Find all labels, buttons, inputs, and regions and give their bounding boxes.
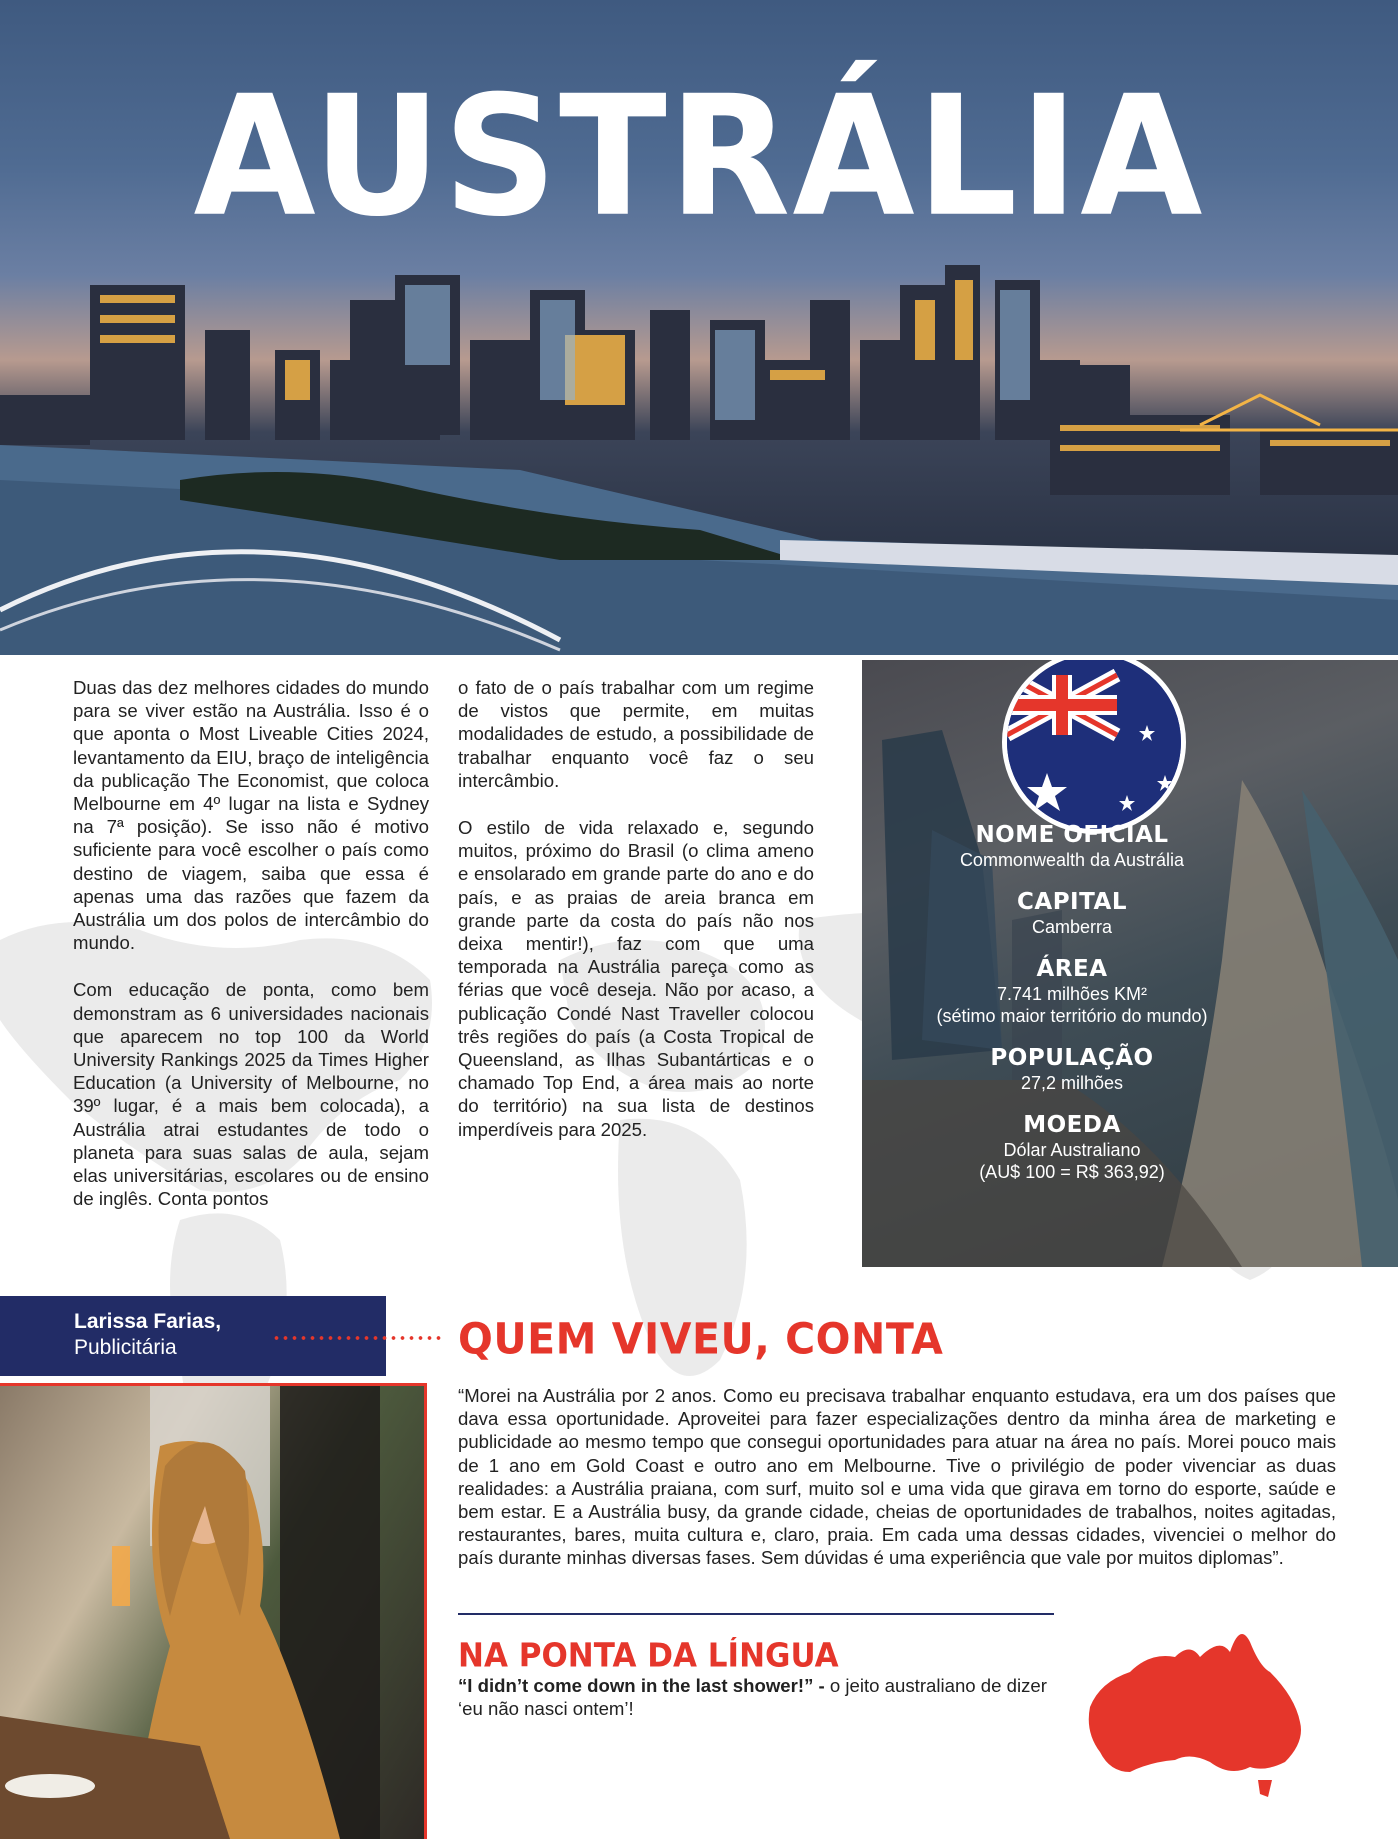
woman-with-drink-photo xyxy=(0,1386,424,1839)
section-divider xyxy=(458,1613,1054,1615)
testimonial-title: QUEM VIVEU, CONTA xyxy=(458,1313,944,1365)
fact-population xyxy=(862,1045,1282,1094)
article-paragraph: O estilo de vida relaxado e, segundo muitos, próximo do Brasil (o clima ameno e ensolarado em grande parte do ano e do país, e as praias de areia branca em grande parte da costa do país não nos deixa mentir!), faz com que uma temporada na Austrália pareça como as férias que você deseja. Não por acaso, a publicação Condé Nast Traveller colocou três regiões do país (a Costa Tropical de Queensland, as Ilhas Subantárticas e o chamado Top End, a área mais ao norte do território) na sua lista de destinos imperdíveis para 2025. xyxy=(458,817,814,1140)
facts-list xyxy=(862,822,1282,1201)
fact-capital xyxy=(862,889,1282,938)
fact-value: Commonwealth da Austrália xyxy=(959,850,1185,870)
tongue-phrase: “I didn’t come down in the last shower!” - xyxy=(458,1675,825,1696)
author-photo xyxy=(0,1383,427,1839)
fact-note: (sétimo maior território do mundo) xyxy=(936,1006,1208,1026)
fact-label: NOME OFICIAL xyxy=(975,822,1169,848)
tongue-meaning: o jeito australiano de dizer ‘eu não nasci ontem’! xyxy=(458,1675,1047,1720)
author-role: Publicitária xyxy=(74,1336,177,1359)
fact-currency xyxy=(862,1112,1282,1183)
fact-area xyxy=(862,956,1282,1027)
fact-official-name xyxy=(862,822,1282,871)
hero-image xyxy=(0,0,1398,655)
tongue-title: NA PONTA DA LÍNGUA xyxy=(458,1637,839,1675)
fact-label: ÁREA xyxy=(1036,956,1108,982)
article-paragraph: o fato de o país trabalhar com um regime de vistos que permite, em muitas modalidades de estudo, a possibilidade de trabalhar enquanto você faz o seu intercâmbio. xyxy=(458,677,814,791)
fact-label: MOEDA xyxy=(1023,1112,1121,1138)
tongue-text xyxy=(458,1674,1058,1720)
fact-value: Dólar Australiano xyxy=(1003,1140,1141,1160)
fact-value: Camberra xyxy=(1031,917,1113,937)
fact-label: POPULAÇÃO xyxy=(990,1045,1154,1071)
australia-map-icon xyxy=(1080,1612,1310,1802)
dotted-connector xyxy=(272,1336,442,1340)
article-column-1 xyxy=(73,676,429,1234)
article-column-2 xyxy=(458,676,814,1165)
fact-label: CAPITAL xyxy=(1017,889,1127,915)
article-paragraph: Duas das dez melhores cidades do mundo para se viver estão na Austrália. Isso é o que aponta o Most Liveable Cities 2024, levantamento da EIU, braço de inteligência da publicação The Economist, que coloca Melbourne em 4º lugar na lista e Sydney na 7ª posição). Se isso não é motivo suficiente para você escolher o país como destino de viagem, saiba que essa é apenas uma das razões que fazem da Austrália um dos polos de intercâmbio do mundo. xyxy=(73,677,429,954)
fact-value: 27,2 milhões xyxy=(1020,1073,1124,1093)
testimonial-quote: “Morei na Austrália por 2 anos. Como eu precisava trabalhar enquanto estudava, era um dos países que dava essa oportunidade. Aproveitei para fazer especializações dentro da minha área de marketing e publicidade ao mesmo tempo que consegui oportunidades para atuar na área no país. Morei pouco mais de 1 ano em Gold Coast e outro ano em Melbourne. Tive o privilégio de poder vivenciar as duas realidades: a Austrália praiana, com surf, muito sol e uma vida que girava em torno do esporte, saúde e bem estar. E a Austrália busy, da grande cidade, cheias de oportunidades de trabalhos, noites agitadas, restaurantes, bares, muita cultura e, claro, praia. Em cada uma dessas cidades, vivenciei o melhor do país durante minhas diversas fases. Sem dúvidas é uma experiência que vale por muitos diplomas”. xyxy=(458,1385,1336,1569)
author-name: Larissa Farias, xyxy=(74,1310,222,1333)
country-facts-panel xyxy=(862,660,1398,1267)
fact-value: 7.741 milhões KM² xyxy=(996,984,1148,1004)
article-paragraph: Com educação de ponta, como bem demonstram as 6 universidades nacionais que aparecem no top 100 da World University Rankings 2025 da Times Higher Education (a University of Melbourne, no 39º lugar, é a mais bem colocada), a Austrália atrai estudantes de todo o planeta para suas salas de aula, sejam elas universitárias, escolares ou de ensino de inglês. Conta pontos xyxy=(73,979,429,1210)
fact-note: (AU$ 100 = R$ 363,92) xyxy=(979,1162,1165,1182)
page-title: AUSTRÁLIA xyxy=(193,60,1205,254)
